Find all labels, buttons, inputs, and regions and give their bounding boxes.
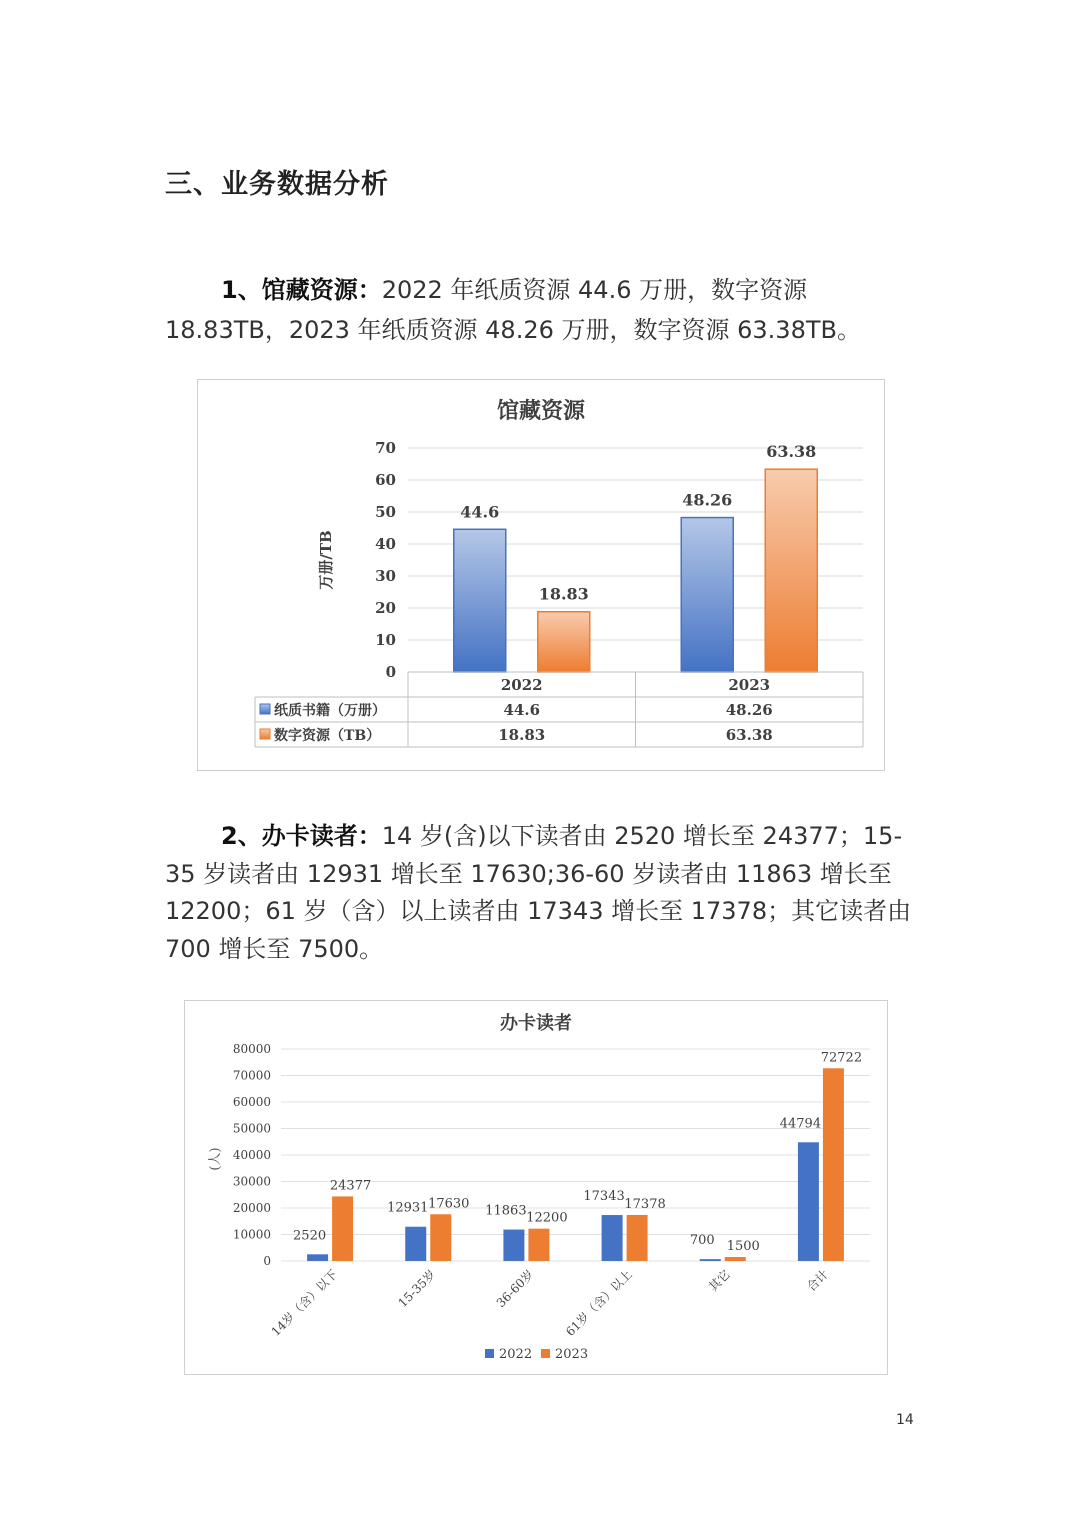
- bar: [503, 1230, 524, 1261]
- x-tick-label: 其它: [705, 1267, 733, 1295]
- data-label: 700: [689, 1233, 715, 1249]
- y-tick-label: 40: [375, 535, 396, 553]
- table-cell: 48.26: [725, 701, 773, 719]
- paragraph-collection-colon: ：: [357, 276, 382, 304]
- y-tick-label: 20000: [232, 1201, 271, 1215]
- bar: [307, 1254, 328, 1261]
- legend-swatch: [485, 1349, 494, 1358]
- legend-label: 2022: [499, 1347, 533, 1362]
- x-tick-label: 36-60岁: [493, 1267, 537, 1311]
- chart-title: 办卡读者: [500, 1013, 572, 1034]
- data-label: 12200: [526, 1210, 568, 1226]
- y-tick-label: 80000: [232, 1042, 271, 1056]
- table-cell: 63.38: [725, 726, 773, 744]
- bar: [430, 1214, 451, 1261]
- bar: [602, 1215, 623, 1261]
- y-tick-label: 10000: [232, 1227, 271, 1242]
- paragraph-readers-colon: ：: [357, 822, 382, 850]
- table-cell: 18.83: [498, 726, 546, 744]
- collection-chart: [197, 379, 885, 771]
- legend-swatch: [260, 729, 270, 739]
- y-tick-label: 30: [375, 567, 396, 585]
- bar: [700, 1259, 721, 1261]
- data-label: 44.6: [460, 502, 500, 522]
- table-cell: 44.6: [503, 701, 541, 719]
- y-tick-label: 10: [375, 631, 396, 649]
- y-tick-label: 20: [375, 599, 396, 617]
- data-label: 18.83: [538, 584, 589, 604]
- y-tick-label: 40000: [232, 1148, 271, 1162]
- legend-label: 纸质书籍（万册）: [274, 703, 386, 719]
- data-label: 17378: [624, 1196, 666, 1212]
- bar: [538, 612, 590, 672]
- bar: [627, 1215, 648, 1261]
- x-tick-label: 合计: [804, 1267, 832, 1295]
- y-tick-label: 30000: [232, 1174, 271, 1189]
- y-tick-label: 0: [263, 1254, 271, 1268]
- y-tick-label: 0: [385, 663, 396, 681]
- paragraph-collection-text: 2022 年纸质资源 44.6 万册，数字资源 18.83TB，2023 年纸质资源 48.26 万册，数字资源 63.38TB。: [165, 276, 861, 344]
- data-label: 1500: [726, 1239, 760, 1255]
- bar: [681, 518, 733, 672]
- y-tick-label: 70: [375, 439, 396, 457]
- readers-chart-svg: [185, 1001, 887, 1374]
- paragraph-collection: [165, 270, 915, 350]
- paragraph-readers-label: 2、办卡读者: [221, 822, 358, 850]
- y-axis-label: (人): [208, 1147, 223, 1171]
- data-label: 48.26: [682, 490, 733, 510]
- y-axis-label: 万册/TB: [317, 530, 335, 590]
- bar: [528, 1229, 549, 1261]
- data-label: 63.38: [766, 442, 817, 462]
- readers-chart: [184, 1000, 888, 1375]
- y-tick-label: 70000: [232, 1068, 271, 1083]
- bar: [765, 469, 817, 672]
- legend-swatch: [541, 1349, 550, 1358]
- data-label: 2520: [293, 1228, 327, 1244]
- data-label: 17630: [428, 1196, 470, 1212]
- data-label: 24377: [329, 1178, 372, 1194]
- data-label: 44794: [779, 1116, 822, 1132]
- legend-swatch: [260, 704, 270, 714]
- chart-title: 馆藏资源: [496, 398, 586, 424]
- bar: [454, 529, 506, 672]
- legend-label: 2023: [555, 1347, 589, 1362]
- page-number: 14: [896, 1412, 914, 1428]
- y-tick-label: 60: [375, 471, 396, 489]
- collection-chart-svg: [198, 380, 884, 770]
- paragraph-readers-text: 14 岁(含)以下读者由 2520 增长至 24377；15-35 岁读者由 12931 增长至 17630;36-60 岁读者由 11863 增长至 12200；61 岁（含）以上读者由 17343 增长至 17378；其它读者由 700 增长至 7500。: [165, 822, 912, 963]
- x-tick-label: 2023: [728, 676, 771, 694]
- x-tick-label: 61岁（含）以上: [563, 1267, 635, 1339]
- paragraph-readers: [165, 818, 915, 968]
- x-tick-label: 15-35岁: [395, 1267, 439, 1311]
- data-label: 72722: [820, 1050, 863, 1066]
- bar: [798, 1142, 819, 1261]
- data-label: 11863: [485, 1203, 527, 1219]
- y-tick-label: 50000: [232, 1121, 271, 1136]
- bar: [405, 1227, 426, 1261]
- paragraph-collection-label: 1、馆藏资源: [221, 276, 358, 304]
- data-label: 17343: [583, 1189, 625, 1205]
- x-tick-label: 2022: [500, 676, 543, 694]
- bar: [725, 1257, 746, 1261]
- y-tick-label: 50: [375, 503, 396, 521]
- x-tick-label: 14岁（含）以下: [268, 1267, 341, 1339]
- legend-label: 数字资源（TB）: [274, 728, 381, 744]
- bar: [823, 1068, 844, 1261]
- bar: [332, 1196, 353, 1261]
- y-tick-label: 60000: [232, 1095, 271, 1109]
- section-title: 三、业务数据分析: [165, 169, 389, 200]
- data-label: 12931: [387, 1200, 429, 1216]
